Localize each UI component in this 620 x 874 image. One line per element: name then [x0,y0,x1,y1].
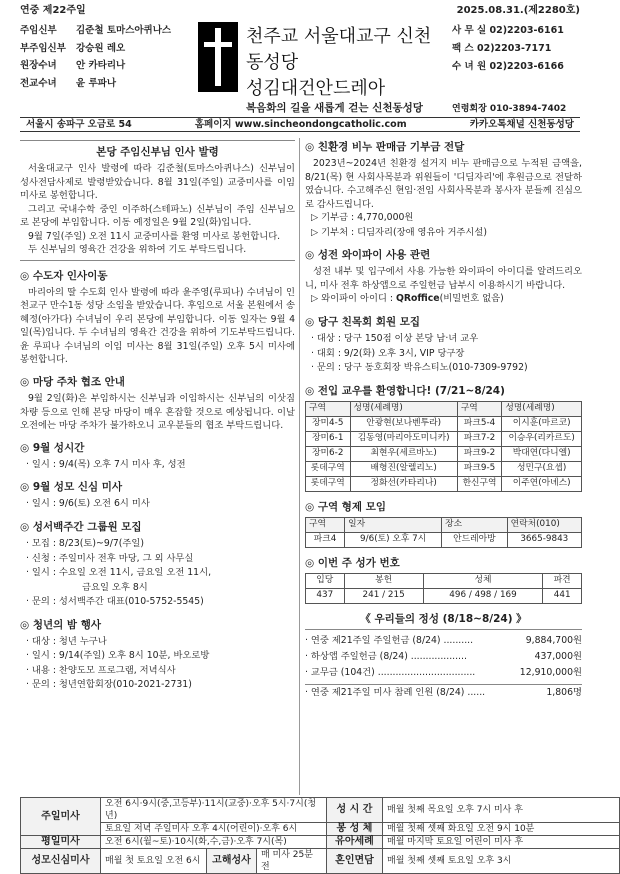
table-row: 주일미사 오전 6시·9시(중,고등부)·11시(교중)·오후 5시·7시(청년) 성 시 간 매월 첫째 목요일 오후 7시 미사 후 [21,798,620,823]
top-line [20,4,580,18]
list-item: ▷ 기부금 : 4,770,000원 [311,212,414,224]
parking-notice [20,375,295,433]
attendance-line: · 연중 제21주일 미사 참례 인원 (8/24) ...... 1,806명 [305,687,582,699]
table-row: 롯데구역 배형진(알렐리노) 파크9-5 성민구(요셉) [306,461,582,476]
billiards-club [305,315,582,376]
section-title: 《 우리들의 정성 (8/18~8/24) 》 [360,613,527,626]
table-row: 평일미사 오전 6시(월~토)·10시(화,수,금)·오후 7시(목) 유아세례 매월 마지막 토요일 어린이 미사 후 [21,836,620,849]
list-item: · 문의 : 청년연합회장(010-2021-2731) [26,679,192,691]
table-row: 롯데구역 정화선(카타리나) 한신구역 이주연(아녜스) [306,476,582,491]
paragraph: 그리고 국내수학 중인 이주하(스테파노) 신부님이 주임 신부님으로 본당에 부임합니다. 이동 예정일은 9월 2일(화)입니다. [20,203,295,229]
clergy-row: 전교수녀 윤 루파나 [20,77,117,89]
kakao-channel[interactable]: 카카오톡채널 신천동성당 [469,119,574,130]
left-column [20,140,295,701]
phone-row: 사 무 실 02)2203-6161 [452,25,564,36]
hymn-numbers [305,556,582,604]
section-title: ◎ 9월 성모 신심 미사 [20,481,123,494]
section-title: 본당 주임신부님 인사 발령 [96,146,219,158]
district-table [305,517,582,548]
week-label: 연중 제22주일 [20,5,86,16]
list-item: · 대상 : 당구 150점 이상 본당 남·녀 교우 [311,333,479,345]
district-meeting [305,500,582,548]
section-title: ◎ 당구 친목회 회원 모집 [305,315,421,328]
right-column [305,140,582,709]
section-title: ◎ 청년의 밤 행사 [20,618,101,631]
paragraph: 마리아의 딸 수도회 인사 발령에 따라 윤주영(루피나) 수녀님이 인천교구 만수1동 성당 소임을 받았습니다. 후임으로 서울 본원에서 송혜정(아가다) 수녀님이 우리 본당에 부임합니다. 이동 일자는 9월 4일(목)입니다. 두 수녀님의 영육간 건강을 위하여 기도부탁드립니다. 윤 루피나 수녀님의 이임 미사는 8월 31일(주일) 오후 5시 미사에 봉헌합니다. [20,286,295,366]
list-item: · 대상 : 청년 누구나 [26,635,107,647]
table-row: 437 241 / 215 496 / 498 / 169 441 [306,589,582,604]
paragraph: 2023년~2024년 친환경 설거지 비누 판매금으로 누적된 금액을, 8/21(목) 현 사회사목분과 위원들이 '디딤자리'에 후원금으로 전달하였습니다. 수고해주신 현임·전임 사회사목분과 봉사자 분들께 진심으로 감사드립니다. [305,158,582,210]
list-item: 금요일 오후 8시 [82,581,148,593]
table-header: 입당 봉헌 성체 파견 [306,574,582,589]
eco-soap-donation [305,140,582,240]
address: 서울시 송파구 오금로 54 [26,119,132,130]
hymn-table [305,573,582,604]
slogan: 복음화의 길을 새롭게 걷는 신천동성당 [246,102,423,114]
mass-schedule [20,797,620,874]
section-title: ◎ 전입 교우를 환영합니다! (7/21~8/24) [305,384,505,397]
offering-line: · 교무금 (104건) ................................. 12,910,000원 [305,667,582,679]
table-row: 파크4 9/6(토) 오후 7시 안드레아방 3665-9843 [306,532,582,547]
section-title: ◎ 이번 주 성가 번호 [305,556,400,569]
paragraph: 성전 내부 및 입구에서 사용 가능한 와이파이 아이디를 알려드리오니, 미사 전후 하상앱으로 주일헌금 납부시 이용하시기 바랍니다. [305,266,582,291]
table-row: 토요일 저녁 주일미사 오후 4시(어린이)·오후 6시 봉 성 체 매월 첫째 셋째 화요일 오전 9시 10분 [21,823,620,836]
list-item: ▷ 기부처 : 디딤자리(장애 영유아 거주시설) [311,226,488,238]
offering-summary [305,612,582,701]
section-title: ◎ 마당 주차 협조 안내 [20,375,125,388]
list-item: · 모집 : 8/23(토)~9/7(주일) [26,538,144,550]
pastor-notice [20,140,295,261]
section-title: ◎ 9월 성시간 [20,441,85,454]
table-header: 구역 성명(세례명) 구역 성명(세례명) [306,401,582,416]
table-row: 장미6-1 김동영(마리아도미니카) 파크7-2 이승우(리카르도) [306,431,582,446]
offering-line: · 연중 제21주일 주일헌금 (8/24) .......... 9,884,700원 [305,635,582,647]
paragraph: 두 신부님의 영육간 건강을 위하여 기도 부탁드립니다. [28,244,247,256]
wifi-notice [305,248,582,307]
list-item: · 일시 : 수요일 오전 11시, 금요일 오전 11시, [26,567,212,579]
list-item: · 대회 : 9/2(화) 오후 3시, VIP 당구장 [311,347,465,359]
section-title: ◎ 친환경 비누 판매금 기부금 전달 [305,141,465,153]
column-divider [299,138,300,795]
list-item: · 문의 : 성서백주간 대표(010-5752-5545) [26,596,204,608]
list-item: · 일시 : 9/14(주일) 오후 8시 10분, 바오로방 [26,650,210,662]
church-name: 천주교 서울대교구 신천동성당 성김대건안드레아 [246,26,432,99]
phone-row: 수 녀 원 02)2203-6166 [452,61,564,72]
church-logo [198,22,238,92]
list-item: · 일시 : 9/4(목) 오후 7시 미사 후, 성전 [26,458,186,470]
clergy-list [20,22,195,92]
wifi-id: QRoffice [395,293,440,305]
section-title: ◎ 성전 와이파이 사용 관련 [305,249,431,262]
mother-mass [20,480,295,512]
paragraph: 서울대교구 인사 발령에 따라 김준철(토마스아퀴나스) 신부님이 성사전담사제로 발령받았습니다. 8월 31일(주일) 교중미사를 이임미사로 봉헌합니다. [20,163,295,202]
association-contact: 연령회장 010-3894-7402 [452,104,567,114]
phone-row: 팩 스 02)2203-7171 [452,43,552,54]
homepage-link[interactable]: 홈페이지 www.sincheondongcatholic.com [194,119,407,130]
issue-date: 2025.08.31.(제2280호) [456,5,580,16]
clergy-row: 원장수녀 안 카타리나 [20,60,126,71]
table-row: 장미4-5 안광현(보나벤투라) 파크5-4 이시훈(마르코) [306,416,582,431]
clergy-row: 부주임신부 강승원 레오 [20,42,126,54]
list-item: · 신청 : 주일미사 전후 마당, 그 외 사무실 [26,552,194,564]
list-item: · 내용 : 찬양도모 프로그램, 저녁식사 [26,664,176,676]
newcomers [305,384,582,492]
table-header: 구역 일자 장소 연락처(010) [306,517,582,532]
list-item: · 문의 : 당구 동호회장 박유스티노(010-7309-9792) [311,362,528,374]
office-phones [452,22,582,76]
offering-line: · 하상앱 주일헌금 (8/24) ................... 437,000원 [305,651,582,663]
paragraph: 9월 7일(주일) 오전 11시 교중미사를 환영 미사로 봉헌합니다. [28,230,281,242]
youth-night [20,618,295,693]
list-item: ▷ 와이파이 아이디 : QRoffice(비밀번호 없음) [311,293,504,305]
list-item: · 일시 : 9/6(토) 오전 6시 미사 [26,498,150,510]
table-row: 장미6-2 최현우(세르바노) 파크9-2 박대연(다니엘) [306,446,582,461]
holy-hour [20,441,295,473]
section-title: ◎ 수도자 인사이동 [20,269,108,282]
nun-transfer [20,269,295,367]
address-bar [20,117,580,132]
bible-study [20,520,295,610]
section-title: ◎ 구역 형제 모임 [305,500,386,513]
newcomers-table [305,401,582,492]
paragraph: 9월 2일(화)은 부임하시는 신부님과 이임하시는 신부님의 이삿짐 차량 등으로 인해 본당 마당이 매우 혼잡할 것으로 예상됩니다. 이날 오전에는 마당 주차가 불가하오니 교우분들의 협조 부탁드립니다. [20,393,295,432]
section-title: ◎ 성서백주간 그룹원 모집 [20,520,142,533]
clergy-row: 주임신부 김준철 토마스아퀴나스 [20,25,172,36]
table-row: 성모신심미사 매월 첫 토요일 오전 6시 고해성사 매 미사 25분 전 혼인면담 매월 첫째 셋째 토요일 오후 3시 [21,849,620,874]
